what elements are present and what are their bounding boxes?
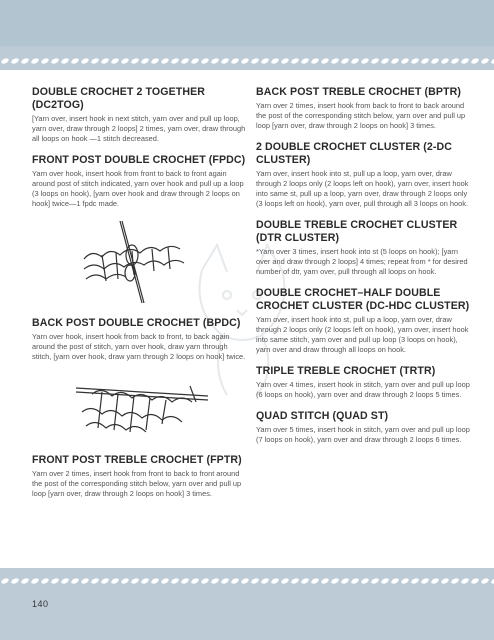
entry-text: Yarn over 2 times, insert hook from front to back to front around the post of the corresponding stitch below, yarn over and pull up loop [yarn over, draw through 2 loops on hook] 3 times. — [32, 469, 242, 498]
entry-text: Yarn over 2 times, insert hook from back to front to back around the post of the corresponding stitch below, yarn over and pull up loop [yarn over, draw through 2 loops on hook] 3 times. — [256, 101, 466, 130]
entry-heading: FRONT POST DOUBLE CROCHET (FPDC) — [32, 154, 246, 166]
right-column — [256, 86, 470, 455]
entry-dc-hdc-cluster — [256, 287, 470, 355]
left-column — [32, 86, 246, 509]
entry-text: Yarn over hook, insert hook from back to front, to back again around the post of stitch, yarn over hook, draw yarn through stitch, [yarn over hook, draw yarn through 2 loops on hook] twice. — [32, 332, 246, 361]
entry-text: Yarn over 5 times, insert hook in stitch, yarn over and pull up loop (7 loops on hook), yarn over and draw through 2 loops 6 times. — [256, 425, 470, 444]
entry-heading: FRONT POST TREBLE CROCHET (FPTR) — [32, 454, 242, 466]
entry-heading: BACK POST DOUBLE CROCHET (BPDC) — [32, 317, 241, 329]
entry-quad-st — [256, 410, 470, 445]
entry-text: Yarn over, insert hook into st, pull up a loop, yarn over, draw through 2 loops only (2 loops left on hook), yarn over, insert hook into same stitch, yarn over and pull up loop (3 loops on hook), yarn over and draw through all loops on hook. — [256, 315, 469, 354]
entry-text: Yarn over, insert hook into st, pull up a loop, yarn over, draw through 2 loops only (2 loops left on hook), yarn over, insert hook into same st, pull up a loop, yarn over, draw through 2 loops only (3 loops left on hook), yarn over, pull through all 3 loops on hook. — [256, 169, 469, 208]
entry-text: *Yarn over 3 times, insert hook into st (5 loops on hook); [yarn over and draw through 2 loops] 4 times; repeat from * for desired number of dtr, yarn over, pull through all loops on hook. — [256, 247, 468, 276]
entry-trtr — [256, 365, 470, 400]
entry-dc2tog — [32, 86, 246, 144]
entry-fptr — [32, 454, 246, 499]
fpdc-stitch-illustration — [72, 219, 212, 305]
entry-heading: 2 DOUBLE CROCHET CLUSTER (2-DC CLUSTER) — [256, 141, 453, 166]
entry-heading: QUAD STITCH (QUAD ST) — [256, 410, 389, 422]
page-number: 140 — [32, 599, 49, 609]
entry-heading: DOUBLE CROCHET 2 TOGETHER (DC2TOG) — [32, 86, 205, 111]
bottom-braid-border — [0, 576, 494, 586]
entry-text: Yarn over hook, insert hook from front to back to front again around post of stitch indicated, yarn over hook and pull up a loop (3 loops on hook), [yarn over hook and draw through 2 loops on hook] twice—1 fpdc made. — [32, 169, 244, 208]
entry-fpdc — [32, 154, 246, 209]
entry-bptr — [256, 86, 470, 131]
entry-heading: DOUBLE TREBLE CROCHET CLUSTER (DTR CLUSTER) — [256, 219, 458, 244]
entry-text: Yarn over 4 times, insert hook in stitch, yarn over and pull up loop (6 loops on hook), yarn over and draw through 2 loops 5 times. — [256, 380, 470, 399]
header-band — [0, 0, 494, 46]
entry-heading: TRIPLE TREBLE CROCHET (TRTR) — [256, 365, 436, 377]
entry-text: [Yarn over, insert hook in next stitch, yarn over and pull up loop, yarn over, draw through 2 loops] 2 times, yarn over, draw through all loops on hook —1 stitch decreased. — [32, 114, 246, 143]
top-braid-border — [0, 56, 494, 66]
entry-bpdc — [32, 317, 246, 362]
entry-heading: DOUBLE CROCHET–HALF DOUBLE CROCHET CLUSTER (DC-HDC CLUSTER) — [256, 287, 470, 312]
entry-dtr-cluster — [256, 219, 470, 277]
bpdc-stitch-illustration — [72, 372, 212, 442]
entry-heading: BACK POST TREBLE CROCHET (BPTR) — [256, 86, 461, 98]
entry-2dc-cluster — [256, 141, 470, 209]
